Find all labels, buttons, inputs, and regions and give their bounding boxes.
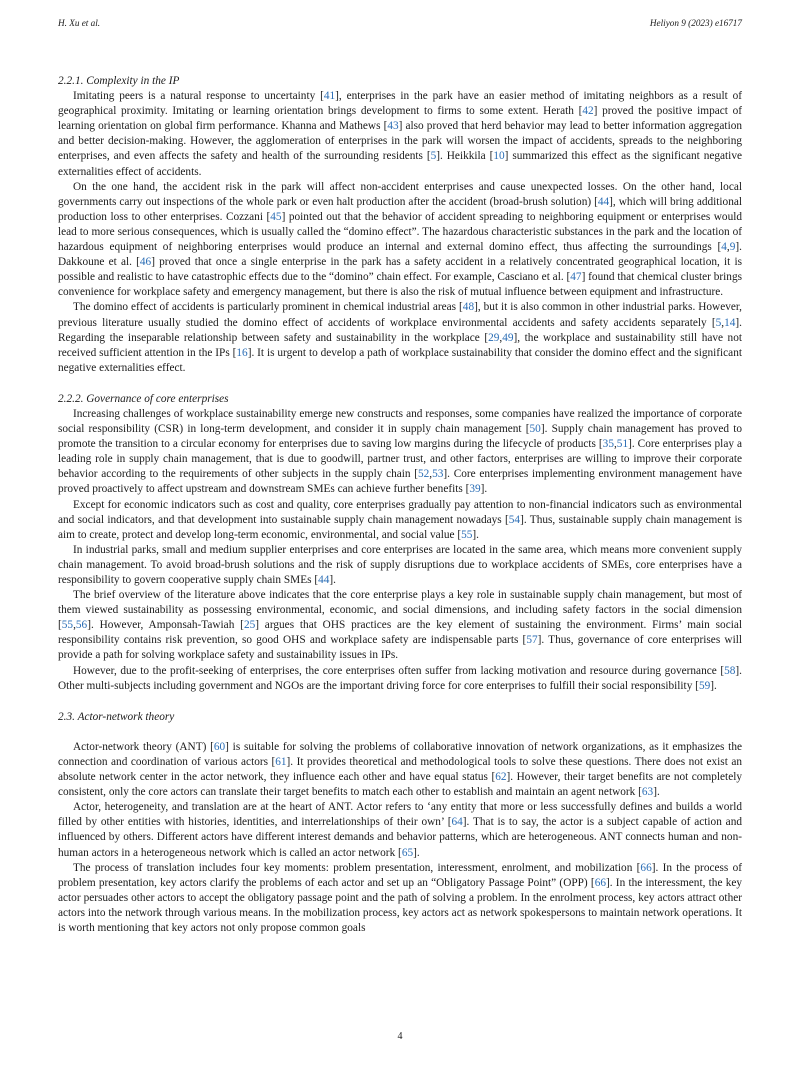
page-number: 4 [397,1031,403,1042]
paragraph-text: The domino effect of accidents is particularly prominent in chemical industrial areas [ [73,301,463,314]
citation-link[interactable]: 55 [461,528,473,541]
citation-link[interactable]: 44 [318,574,330,586]
paragraph-text: , [726,241,730,254]
citation-link[interactable]: 58 [724,664,736,677]
paragraph-text: ]. [480,483,488,496]
running-header-journal: Heliyon 9 (2023) e16717 [649,18,742,28]
paragraph-text: , [499,331,503,344]
paragraph-text: ]. Regarding the inseparable relationship between safety and sustainability in the workplace [ [58,316,742,344]
citation-link[interactable]: 62 [495,771,507,784]
citation-link[interactable]: 50 [529,423,541,436]
citation-link[interactable]: 61 [275,755,287,768]
paragraph-text: Increasing challenges of workplace sustainability emerge new constructs and responses, some companies have realized the importance of corporate social responsibility (CSR) in long-term development, and consider it in supply chain management [ [58,407,742,436]
paragraph-text: Imitating peers is a natural response to uncertainty [ [73,90,324,103]
paragraph-text: ]. Thus, governance of core enterprises will provide a path for solving workplace safety and sustainability issues in IPs. [58,634,742,662]
paragraph-text: Except for economic indicators such as cost and quality, core enterprises gradually pay attention to non-financial indicators such as environmental and social indicators, and that development into sustainable supply chain management nowadays [ [58,498,742,526]
citation-link[interactable]: 66 [640,861,652,874]
citation-link[interactable]: 5 [715,316,722,329]
citation-link[interactable]: 39 [469,483,481,496]
section-heading: 2.2.2. Governance of core enterprises [58,392,229,405]
paragraph-text: ]. However, their target benefits are not completely consistent, only the core actors can translate their target benefits to match each other to establish and maintain an agent network [ [58,771,742,799]
paragraph [58,740,742,800]
article-body [58,74,742,936]
paragraph [58,543,742,588]
paragraph [58,664,742,694]
paragraph-text: ], but it is also common in other industrial parks. However, previous literature usually studied the domino effect of accidents of workplace environmental accidents and safety accidents separately [ [58,301,743,329]
citation-link[interactable]: 4 [721,241,727,254]
citation-link[interactable]: 48 [462,301,475,314]
paragraph [58,588,742,663]
citation-link[interactable]: 45 [270,210,282,223]
section-heading: 2.2.1. Complexity in the IP [58,75,180,87]
citation-link[interactable]: 49 [502,331,514,344]
citation-link[interactable]: 59 [698,679,711,692]
paragraph [58,407,742,498]
paragraph [58,180,742,301]
citation-link[interactable]: 63 [641,786,654,799]
citation-link[interactable]: 42 [582,105,594,118]
paragraph [58,861,742,936]
paragraph-text: , [721,316,725,329]
paragraph-text: , [613,438,617,451]
paragraph-text: ] pointed out that the behavior of accident spreading to neighboring equipment or enterprises would lead to more serious consequences, which is usually called the “domino effect”. The hazardous characteristic substances in the park and the location of hazardous equipment of neighboring enterprises would produce an internal and external domino effect, thus affecting the surroundings [ [58,210,743,254]
citation-link[interactable]: 16 [236,346,248,359]
heading-spacer [58,725,742,740]
citation-link[interactable]: 60 [213,740,226,753]
paragraph-text: ]. Core enterprises play a leading role in supply chain management, that is due to goodwill, partner trust, and other factors, enterprises are willing to improve their corporate behavior according to the requirements of other subjects in the supply chain [ [58,438,742,481]
paragraph-text: ] summarized this effect as the significant negative externalities effect of accidents. [58,150,742,178]
citation-link[interactable]: 52 [418,468,430,481]
citation-link[interactable]: 29 [488,331,500,344]
citation-link[interactable]: 66 [594,876,606,889]
paragraph-text: ]. Heikkila [ [436,150,494,163]
paragraph-text: The brief overview of the literature above indicates that the core enterprise plays a key role in sustainable supply chain management, but most of them viewed sustainability as possessing environmental, economic, and social dimensions, and including safety factors in the social dimension [ [58,589,742,632]
paragraph-text: However, due to the profit-seeking of enterprises, the core enterprises often suffer from lacking motivation and resource during governance [ [73,664,725,677]
paragraph-text: ]. [710,679,717,692]
paragraph-text: ], the workplace and sustainability still have not received sufficient attention in the IPs [ [58,331,742,359]
citation-link[interactable]: 35 [602,438,614,451]
paragraph-text: ]. Thus, sustainable supply chain management is aim to create, protect and develop long-term economic, environmental, and social value [ [58,513,742,541]
paragraph-text: ] proved the positive impact of learning orientation on global firm performance. Khanna and Mathews [ [58,105,742,133]
citation-link[interactable]: 57 [526,634,538,647]
paragraph-text: ]. Dakkoune et al. [ [58,241,742,269]
citation-link[interactable]: 14 [724,316,736,329]
paragraph-text: ]. In the interessment, the key actor persuades other actors to accept the obligatory passage point and the path of solving a problem. In the enrolment process, key actors attract other actors into the network through various means. In the mobilization process, key actors act as network spokespersons to maintain network operations. It is worth mentioning that key actors not only propose common goals [58,876,743,934]
citation-link[interactable]: 46 [139,256,152,269]
citation-link[interactable]: 56 [75,619,88,632]
paragraph-text: ] proved that once a single enterprise in the park has a safety accident in a relatively concentrated geographical location, it is possible and realistic to have catastrophic effects due to the “domino” chain effect. For example, Casciano et al. [ [58,256,743,284]
paragraph-text: In industrial parks, small and medium supplier enterprises and core enterprises are located in the same area, which means more convenient supply chain management. To avoid broad-brush solutions and the risk of supply disruptions due to workplace accidents of SMEs, core enterprises have a responsibility to govern cooperative supply chain SMEs [ [58,543,742,586]
paragraph-text: ]. [472,528,479,541]
paragraph-text: ]. That is to say, the actor is a subject capable of action and influenced by others. Different actors have different interest demands and behavior patterns, which are heterogeneous. ANT connects human and non-human actors in a heterogeneous network which is called an actor network [ [58,816,742,859]
paragraph-text: Actor-network theory (ANT) [ [73,740,214,753]
paragraph-text: ], enterprises in the park have an easier method of imitating neighbors as a result of geographical proximity. Imitating or learning orientation brings development to firms to some extent. Herath [ [58,90,742,118]
citation-link[interactable]: 43 [387,120,399,133]
paragraph-text: , [73,619,76,632]
paragraph-text: ]. It is urgent to develop a path of workplace sustainability that consider the domino effect and the significant negative externalities effect. [58,346,742,374]
citation-link[interactable]: 44 [597,195,610,208]
paragraph [58,800,742,860]
citation-link[interactable]: 10 [493,150,505,163]
paragraph-text: ]. However, Amponsah-Tawiah [ [87,619,244,632]
citation-link[interactable]: 55 [61,619,74,632]
paragraph [58,300,742,375]
paragraph-text: ]. Other multi-subjects including government and NGOs are the important driving force for core enterprises to fulfill their social responsibility [ [58,664,742,692]
citation-link[interactable]: 53 [432,468,444,481]
citation-link[interactable]: 51 [616,438,629,451]
paragraph-text: ] also proved that herd behavior may lead to better information aggregation and better decision-making. However, the agglomeration of enterprises in the park will worsen the impact of accidents, spreads to the neighboring enterprises, and even affects the safety and health of the surrounding residents [ [58,120,743,163]
section-heading: 2.3. Actor-network theory [58,710,175,723]
paragraph-text: ]. In the process of problem presentation, key actors clarify the problems of each actor and set up an “Obligatory Passage Point” (OPP) [ [58,861,742,889]
citation-link[interactable]: 25 [243,619,256,632]
paragraph-text: ]. It provides theoretical and methodological tools to solve these questions. There does not exist an absolute network center in the actor network, they influence each other and have equal status [ [58,755,742,784]
paragraph-text: On the one hand, the accident risk in the park will affect non-accident enterprises and cause unexpected losses. On the other hand, local governments carry out inspections of the whole park or even halt production after the accident (broad-brush solution) [ [58,180,742,208]
paragraph-text: , [429,468,433,481]
citation-link[interactable]: 54 [508,513,521,526]
citation-link[interactable]: 64 [451,816,463,829]
paragraph-text: ], which will bring additional production loss to other enterprises. Cozzani [ [58,195,742,223]
paragraph-text: ] is suitable for solving the problems of collaborative innovation of network organizations, as it emphasizes the connection and coordination of various actors [ [58,740,742,768]
paragraph-text: Actor, heterogeneity, and translation are at the heart of ANT. Actor refers to ‘any entity that more or less successfully defines and builds a world filled by other entities with histories, identities, and interrelationships of their own’ [ [58,801,742,829]
citation-link[interactable]: 9 [729,241,736,254]
running-header-authors: H. Xu et al. [58,18,101,28]
citation-link[interactable]: 47 [570,271,582,284]
paragraph-text: ] argues that OHS practices are the key element of sustaining the environment. Firms’ main social responsibility contains risk prevention, so good OHS and workplace safety are indispensable parts [ [58,619,742,647]
paragraph-text: ]. [653,786,660,799]
section-spacer [58,694,742,710]
paragraph-text: ]. [329,574,336,586]
citation-link[interactable]: 41 [323,90,336,103]
paragraph-text: ]. Core enterprises implementing environment management have proved proactively to affect upstream and downstream SMEs can achieve further benefits [ [58,468,742,496]
paragraph-text: ] found that chemical cluster brings convenience for workplace safety and emergency management, but there is also the risk of mutual influence between equipment and infrastructure. [58,271,742,299]
citation-link[interactable]: 65 [401,846,414,859]
paragraph [58,89,742,180]
paragraph-text: ]. [413,846,420,859]
paragraph-text: ]. Supply chain management has proved to promote the transition to a circular economy for enterprises due to saving low margins during the lifecycle of products [ [58,423,742,451]
citation-link[interactable]: 5 [430,150,437,163]
paragraph-text: The process of translation includes four key moments: problem presentation, interessment, enrolment, and mobilization [ [73,861,641,874]
section-spacer [58,376,742,392]
paragraph [58,498,742,543]
